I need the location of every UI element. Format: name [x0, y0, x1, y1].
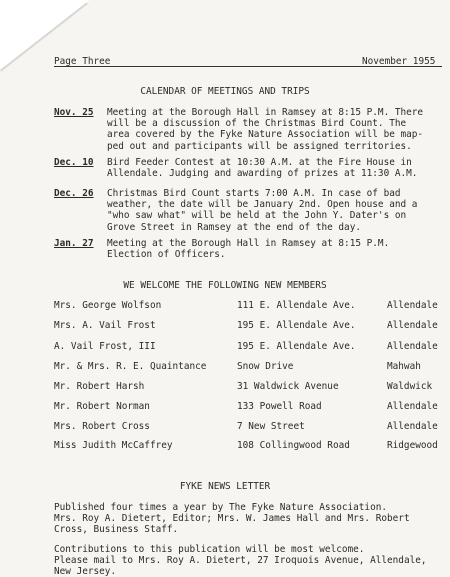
member-name: Mr. & Mrs. R. E. Quaintance: [54, 361, 207, 372]
member-address: 108 Collingwood Road: [237, 440, 350, 451]
member-town: Allendale: [387, 421, 438, 432]
page-number: Page Three: [54, 56, 111, 67]
member-name: Mrs. A. Vail Frost: [54, 320, 156, 331]
calendar-text-2: Bird Feeder Contest at 10:30 A.M. at the Fire House in Allendale. Judging and awarding of prizes at 11:30 A.M.: [107, 157, 418, 180]
calendar-date-4: Jan. 27: [54, 238, 94, 249]
newsletter-contributions-info: Contributions to this publication will be most welcome. Please mail to Mrs. Roy A. Dietert, 27 Iroquois Avenue, Allendale, New Jersey.: [54, 544, 427, 577]
member-address: 31 Waldwick Avenue: [237, 381, 339, 392]
header-rule: [54, 66, 442, 67]
member-name: Mr. Robert Norman: [54, 401, 150, 412]
member-town: Waldwick: [387, 381, 433, 392]
member-town: Ridgewood: [387, 440, 438, 451]
member-town: Allendale: [387, 401, 438, 412]
member-name: Miss Judith McCaffrey: [54, 440, 173, 451]
calendar-text-4: Meeting at the Borough Hall in Ramsey at 8:15 P.M. Election of Officers.: [107, 238, 390, 261]
member-address: 133 Powell Road: [237, 401, 322, 412]
member-town: Mahwah: [387, 361, 421, 372]
member-address: Snow Drive: [237, 361, 294, 372]
member-town: Allendale: [387, 341, 438, 352]
calendar-date-1: Nov. 25: [54, 107, 94, 118]
member-name: A. Vail Frost, III: [54, 341, 156, 352]
member-address: 195 E. Allendale Ave.: [237, 341, 356, 352]
member-town: Allendale: [387, 300, 438, 311]
calendar-text-1: Meeting at the Borough Hall in Ramsey at 8:15 P.M. There will be a discussion of the Christmas Bird Count. The area covered by the Fyke Nature Association will be map- ped out and participants will be assigned territories.: [107, 107, 424, 152]
member-address: 111 E. Allendale Ave.: [237, 300, 356, 311]
calendar-text-3: Christmas Bird Count starts 7:00 A.M. In case of bad weather, the date will be January 2nd. Open house and a "who saw what" will be held at the John Y. Dater's on Grove Street in Ramsey at the end of the day.: [107, 188, 418, 233]
member-name: Mrs. George Wolfson: [54, 300, 162, 311]
member-name: Mrs. Robert Cross: [54, 421, 150, 432]
calendar-date-3: Dec. 26: [54, 188, 94, 199]
member-address: 195 E. Allendale Ave.: [237, 320, 356, 331]
calendar-date-2: Dec. 10: [54, 157, 94, 168]
member-address: 7 New Street: [237, 421, 305, 432]
issue-date: November 1955: [362, 56, 436, 67]
newsletter-title: FYKE NEWS LETTER: [179, 481, 271, 492]
members-title: WE WELCOME THE FOLLOWING NEW MEMBERS: [123, 280, 327, 291]
newsletter-publisher-info: Published four times a year by The Fyke Nature Association. Mrs. Roy A. Dietert, Editor; Mrs. W. James Hall and Mrs. Robert Cross, Business Staff.: [54, 502, 410, 536]
calendar-title: CALENDAR OF MEETINGS AND TRIPS: [140, 86, 310, 97]
member-town: Allendale: [387, 320, 438, 331]
member-name: Mr. Robert Harsh: [54, 381, 145, 392]
